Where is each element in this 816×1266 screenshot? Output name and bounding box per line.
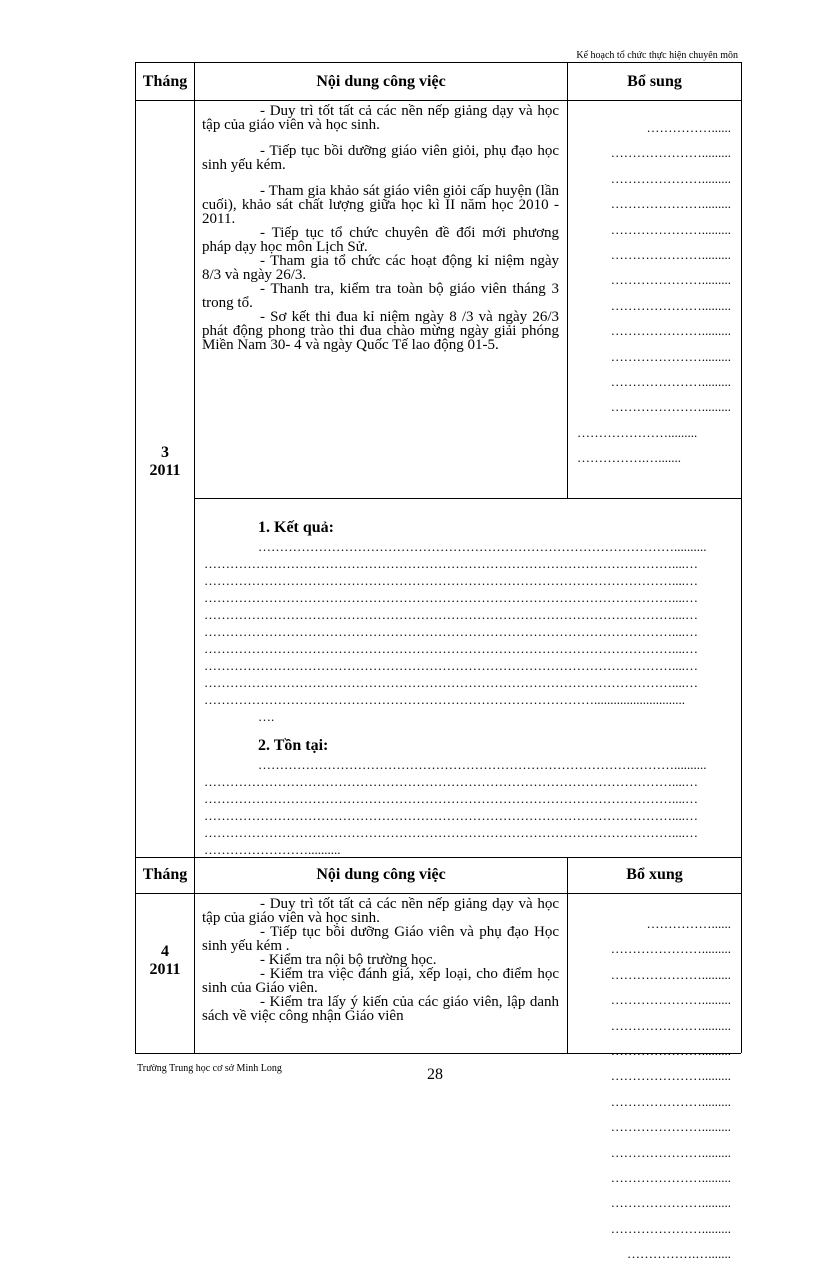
table2-header-rule — [135, 893, 741, 894]
table2-month — [136, 943, 194, 979]
dot-line: …………….…....... — [577, 450, 681, 466]
dot-line: …………………......... — [610, 373, 731, 389]
dot-line: …………………......... — [610, 297, 731, 313]
task-item: - Kiểm tra nội bộ trường học. — [260, 952, 437, 968]
task-item: - Thanh tra, kiểm tra toàn bộ giáo viên tháng 3 trong tổ. — [202, 281, 559, 311]
dot-line: …………………......... — [610, 399, 731, 415]
dot-line: …………………......... — [610, 1195, 731, 1211]
dot-line: …………………......... — [610, 348, 731, 364]
dot-line: ……………...... — [646, 120, 731, 135]
table2-extra-dots — [571, 911, 731, 1262]
dot-line: …………………......... — [610, 941, 731, 957]
fill-line: ………………………………………………………………………………………………....… — [204, 825, 698, 840]
section-issues-title: 2. Tồn tại: — [258, 737, 329, 754]
table1-header-content: Nội dung công việc — [316, 73, 446, 90]
task-item: - Duy trì tốt tất cả các nền nếp giảng dạy và học tập của giáo viên và học sinh. — [202, 896, 559, 926]
task-item: - Kiểm tra lấy ý kiến của các giáo viên, lập danh sách về việc công nhận Giáo viên — [202, 994, 559, 1024]
task-item: - Tham gia khảo sát giáo viên giỏi cấp huyện (lần cuối), khảo sát chất lượng giữa học kì II năm học 2010 - 2011. — [202, 183, 559, 227]
month-year: 2011 — [149, 462, 181, 479]
dot-line: …………….…....... — [627, 1246, 731, 1262]
table2-header-content: Nội dung công việc — [316, 866, 446, 883]
table1-header-month: Tháng — [142, 73, 188, 90]
fill-line: ………………………………………………………………………………………………....… — [204, 641, 698, 656]
section-result-lines — [204, 538, 732, 725]
fill-line: …………………………………………………………………………………….......... — [258, 757, 707, 772]
fill-line: …………………….......... — [204, 842, 341, 857]
running-header: Kế hoạch tổ chức thực hiện chuyên môn — [576, 50, 738, 61]
fill-line: ………………………………………………………………………………………………....… — [204, 675, 698, 690]
task-item: - Duy trì tốt tất cả các nền nếp giảng dạy và học tập của giáo viên và học sinh. — [202, 103, 559, 133]
table1-header-extra: Bổ sung — [627, 73, 682, 90]
dot-line: …………………......... — [577, 424, 698, 440]
footer-school: Trường Trung học cơ sở Minh Long — [137, 1063, 282, 1074]
table1-month — [136, 444, 194, 480]
table2-content — [202, 897, 559, 1051]
dot-line: …………………......... — [610, 323, 731, 339]
page-number: 28 — [427, 1066, 443, 1083]
dot-line: …………………......... — [610, 1042, 731, 1058]
fill-line: …………………………………………………………………………………….......... — [258, 539, 707, 554]
fill-line: ………………………………………………………………………………………………....… — [204, 590, 698, 605]
dot-line: …………………......... — [610, 221, 731, 237]
fill-line: ………………………………………………………………………………………………....… — [204, 808, 698, 823]
dot-line: …………………......... — [610, 1068, 731, 1084]
task-item: - Tiếp tục bồi dưỡng giáo viên giỏi, phụ đạo học sinh yếu kém. — [202, 143, 559, 173]
table2-month-divider — [194, 857, 195, 1053]
fill-line: ………………………………………………………………………………………………....… — [204, 556, 698, 571]
dot-line: …………………......... — [610, 992, 731, 1008]
fill-line: ………………………………………………………………………………………………....… — [204, 658, 698, 673]
dot-line: …………………......... — [610, 1144, 731, 1160]
dot-line: …………………......... — [610, 170, 731, 186]
fill-line: ………………………………………………………………………………………………....… — [204, 607, 698, 622]
task-item: - Tiếp tục bồi dưỡng Giáo viên và phụ đạo Học sinh yếu kém . — [202, 924, 559, 954]
task-item: - Tiếp tục tổ chức chuyên đề đổi mới phương pháp dạy học môn Lịch Sử. — [202, 225, 559, 255]
dot-line: …………………......... — [610, 966, 731, 982]
table2-header-month: Tháng — [142, 866, 188, 883]
section-issues-lines — [204, 756, 732, 858]
dot-line: …………………......... — [610, 1119, 731, 1135]
table1-right-border — [741, 62, 742, 857]
fill-line: ………………………………………………………………………………………………....… — [204, 774, 698, 789]
month-year: 2011 — [149, 961, 181, 978]
table2-header-extra: Bổ xung — [626, 866, 683, 883]
dot-line: …………………......... — [610, 1169, 731, 1185]
task-item: - Sơ kết thi đua kỉ niệm ngày 8 /3 và ngày 26/3 phát động phong trào thi đua chào mừng ngày giải phóng Miền Nam 30- 4 và ngày Quốc Tế lao động 01-5. — [202, 309, 559, 353]
dot-line: …………………......... — [610, 1093, 731, 1109]
task-item: - Kiểm tra việc đánh giá, xếp loại, cho điểm học sinh của Giáo viên. — [202, 966, 559, 996]
table1-row-rule — [194, 498, 741, 499]
table1-extra-divider — [567, 62, 568, 498]
month-number: 3 — [161, 444, 169, 461]
fill-line: ………………………………………………………………………………............................ — [204, 692, 685, 707]
fill-line: ………………………………………………………………………………………………....… — [204, 573, 698, 588]
table1-header-rule — [135, 100, 741, 101]
table2-extra-divider — [567, 857, 568, 1053]
fill-line: …. — [258, 709, 275, 724]
dot-line: …………………......... — [610, 145, 731, 161]
dot-line: …………………......... — [610, 1220, 731, 1236]
dot-line: …………………......... — [610, 196, 731, 212]
dot-line: …………………......... — [610, 272, 731, 288]
task-item: - Tham gia tổ chức các hoạt động kỉ niệm ngày 8/3 và ngày 26/3. — [202, 253, 559, 283]
section-result-title: 1. Kết quả: — [258, 519, 334, 536]
table1-extra-dots — [571, 115, 731, 470]
dot-line: …………………......... — [610, 1017, 731, 1033]
fill-line: ………………………………………………………………………………………………....… — [204, 791, 698, 806]
header-rule — [135, 62, 741, 63]
table2-right-border — [741, 857, 742, 1053]
footer-rule — [135, 1053, 741, 1054]
table1-content — [202, 104, 559, 352]
month-number: 4 — [161, 943, 169, 960]
dot-line: ……………...... — [646, 916, 731, 931]
dot-line: …………………......... — [610, 246, 731, 262]
table1-month-divider — [194, 62, 195, 857]
fill-line: ………………………………………………………………………………………………....… — [204, 624, 698, 639]
